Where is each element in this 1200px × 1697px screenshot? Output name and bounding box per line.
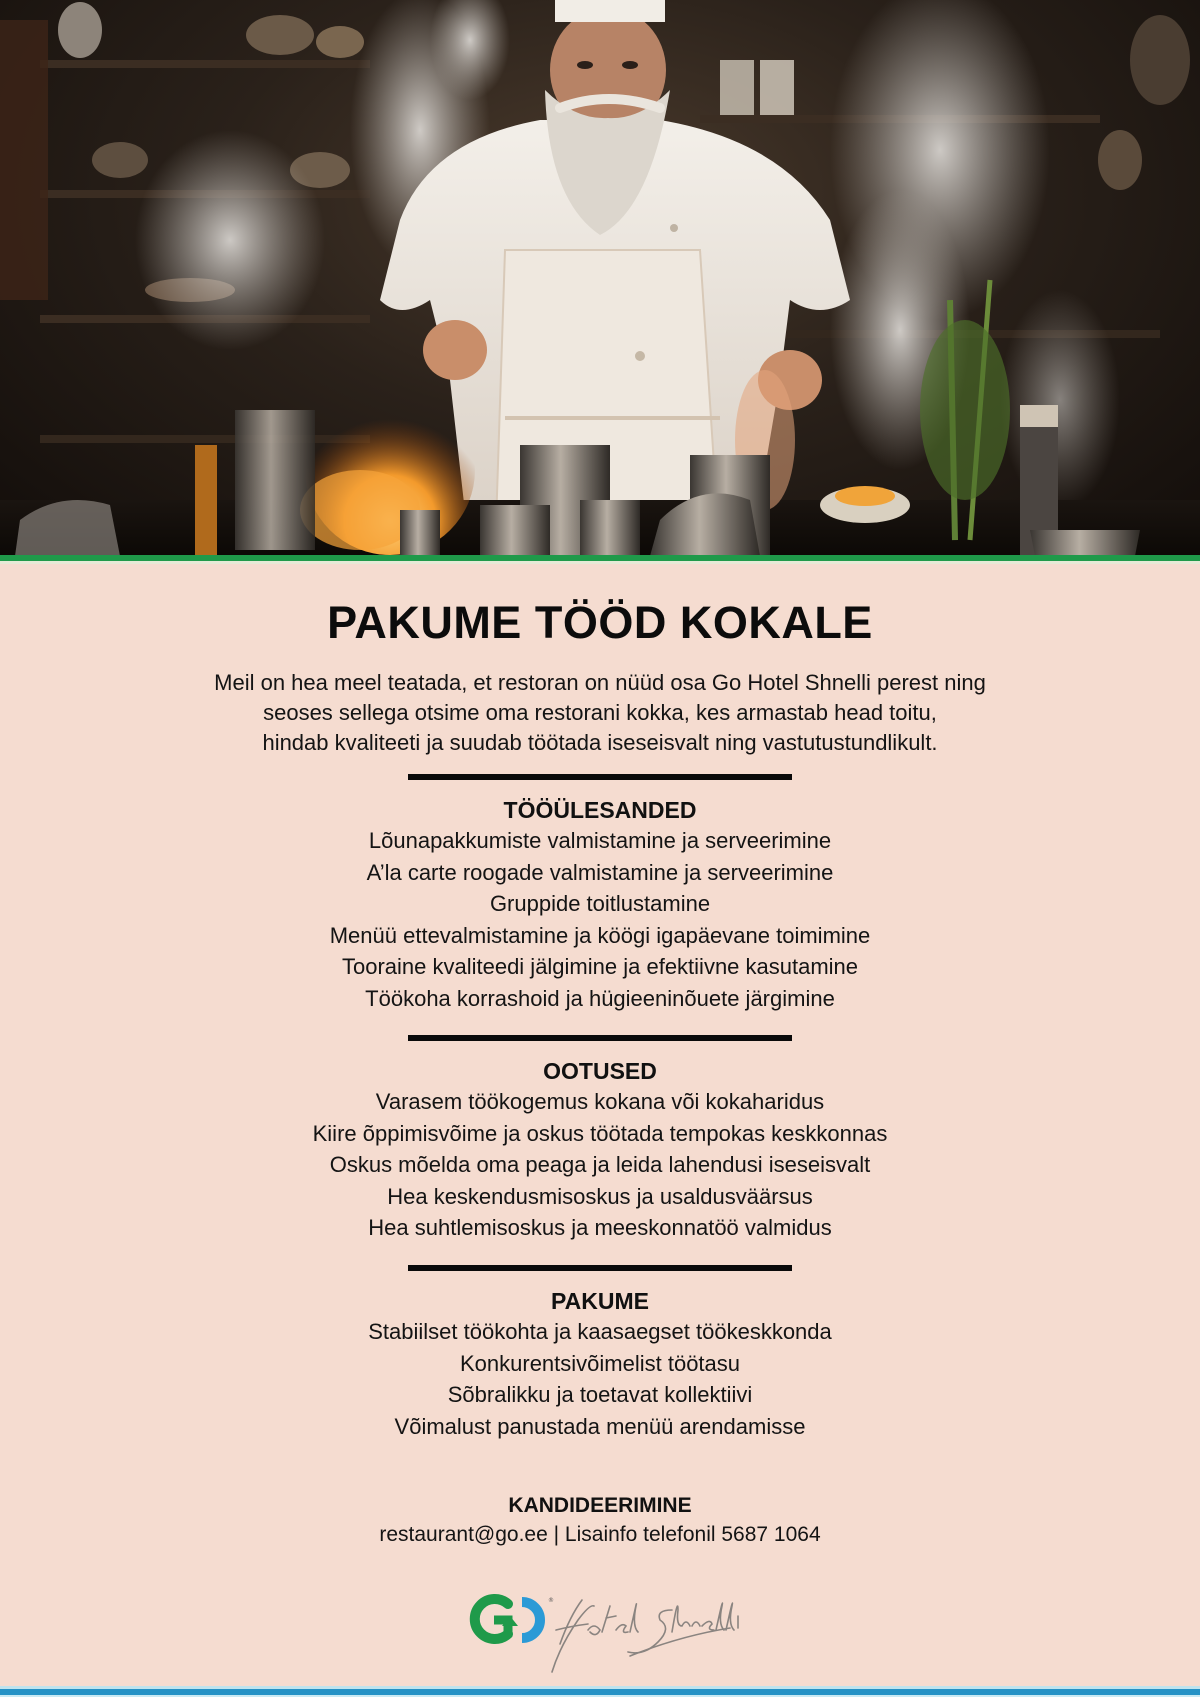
contact-separator: | <box>547 1523 565 1546</box>
section-offer <box>0 1286 1200 1442</box>
go-hotel-shnelli-logo <box>460 1586 760 1676</box>
intro-paragraph <box>0 668 1200 758</box>
section-expectations <box>0 1056 1200 1244</box>
chef-photo-icon <box>0 0 1200 556</box>
page-title: PAKUME TÖÖD KOKALE <box>327 597 873 648</box>
go-logo-mark-icon <box>475 1597 554 1639</box>
email-link[interactable]: restaurant@go.ee <box>379 1523 548 1546</box>
section-heading: PAKUME <box>551 1288 649 1314</box>
list-item: Lõunapakkumiste valmistamine ja serveerimine <box>368 828 832 853</box>
section-heading: TÖÖÜLESANDED <box>503 797 697 823</box>
list-item: Menüü ettevalmistamine ja köögi igapäevane toimimine <box>329 922 871 948</box>
svg-text:®: ® <box>548 1597 554 1604</box>
list-item: Hea keskendusmisoskus ja usaldusväärsus <box>387 1183 813 1209</box>
list-item: Tooraine kvaliteedi jälgimine ja efektiivne kasutamine <box>341 954 859 980</box>
section-divider <box>408 1265 792 1271</box>
list-item: A’la carte roogade valmistamine ja serveerimine <box>366 859 834 885</box>
contact-line <box>0 1520 1200 1550</box>
section-apply <box>0 1492 1200 1550</box>
phone-info: Lisainfo telefonil 5687 1064 <box>564 1523 821 1546</box>
hero-photo <box>0 0 1200 556</box>
section-divider <box>408 1035 792 1041</box>
intro-line: hindab kvaliteeti ja suudab töötada iseseisvalt ning vastutustundlikult. <box>262 730 938 755</box>
list-item: Varasem töökogemus kokana või kokaharidus <box>375 1089 825 1114</box>
list-item: Oskus mõelda oma peaga ja leida lahendusi iseseisvalt <box>329 1152 871 1178</box>
section-heading: KANDIDEERIMINE <box>508 1494 692 1517</box>
list-item: Gruppide toitlustamine <box>489 891 711 917</box>
section-divider <box>408 774 792 780</box>
list-item: Konkurentsivõimelist töötasu <box>459 1350 741 1376</box>
list-item: Töökoha korrashoid ja hügieeninõuete järgimine <box>365 985 835 1011</box>
top-accent-band-highlight <box>0 561 1200 564</box>
intro-line: Meil on hea meel teatada, et restoran on nüüd osa Go Hotel Shnelli perest ning <box>214 670 986 695</box>
section-duties <box>0 795 1200 1015</box>
list-item: Võimalust panustada menüü arendamisse <box>394 1413 806 1439</box>
list-item: Stabiilset töökohta ja kaasaegset töökeskkonda <box>368 1319 832 1344</box>
list-item: Kiire õppimisvõime ja oskus töötada tempokas keskkonnas <box>312 1120 888 1146</box>
section-heading: OOTUSED <box>543 1058 657 1084</box>
hotel-shnelli-signature <box>552 1600 738 1672</box>
list-item: Sõbralikku ja toetavat kollektiivi <box>447 1382 753 1408</box>
list-item: Hea suhtlemisoskus ja meeskonnatöö valmidus <box>368 1215 832 1241</box>
intro-line: seoses sellega otsime oma restorani kokka, kes armastab head toitu, <box>263 700 937 725</box>
